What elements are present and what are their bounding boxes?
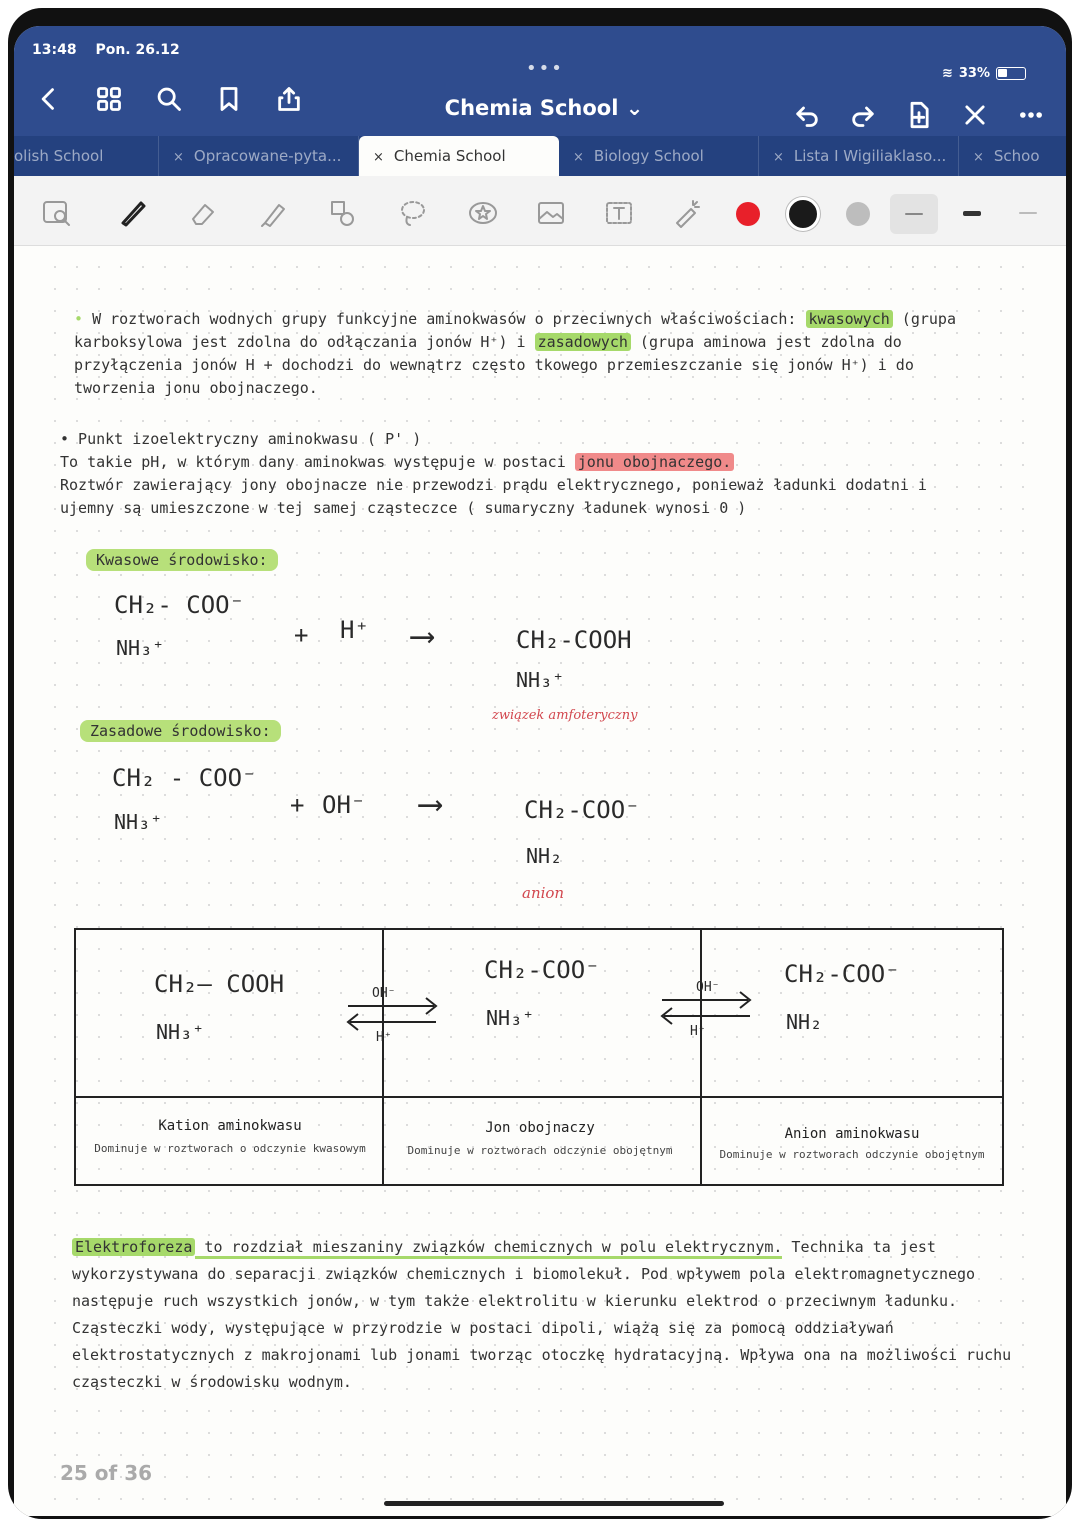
laser-pointer-icon[interactable]	[668, 194, 706, 232]
base-product-1: CH₂-COO⁻	[524, 796, 640, 824]
acid-product-1: CH₂-COOH	[516, 626, 632, 654]
battery-icon	[996, 67, 1026, 80]
eraser-icon[interactable]	[184, 194, 222, 232]
lasso-icon[interactable]	[394, 194, 432, 232]
status-time: 13:48	[32, 42, 77, 58]
right-icons	[790, 98, 1048, 132]
sticker-icon[interactable]	[464, 194, 502, 232]
acid-reactant-2: NH₃⁺	[116, 636, 165, 660]
status-date: Pon. 26.12	[95, 42, 180, 58]
back-icon[interactable]	[32, 82, 66, 116]
electrophoresis-definition: to rozdział mieszaniny związków chemicznych w polu elektrycznym.	[195, 1238, 782, 1259]
cation-formula-1: CH₂— COOH	[154, 970, 285, 998]
acid-ion: H⁺	[340, 616, 369, 644]
anion-formula-2: NH₂	[786, 1010, 823, 1034]
highlight-zasadowych: zasadowych	[535, 333, 631, 351]
highlighter-icon[interactable]	[254, 194, 292, 232]
color-black[interactable]	[786, 197, 820, 231]
zwitterion-formula-1: CH₂-COO⁻	[484, 956, 600, 984]
paragraph-isoelectric	[60, 428, 990, 520]
label-basic: Zasadowe środowisko:	[80, 720, 281, 742]
tab-close-icon[interactable]: ×	[373, 150, 384, 165]
note-page[interactable]	[44, 256, 1034, 1506]
base-reactant-1: CH₂ - COO⁻	[112, 764, 257, 792]
close-icon[interactable]	[958, 98, 992, 132]
table-divider	[76, 1096, 1002, 1098]
more-icon[interactable]	[1014, 98, 1048, 132]
zwitterion-formula-2: NH₃⁺	[486, 1006, 535, 1030]
p1-text-b: (grupa karboksylowa jest zdolna do odłączania jonów H⁺) i	[74, 310, 956, 351]
app-header	[14, 26, 1066, 136]
electrophoresis-rest: Technika ta jest wykorzystywana do separacji związków chemicznych i biomolekuł. Pod wpływem pola elektromagnetycznego następuje ruch wszystkich jonów, w tym także elektrolitu w kierunku elektrod o przeciwnym ładunku. Cząsteczki wody, występujące w przyrodzie w postaci dipoli, wiążą się za pomocą oddziaływań elektrostatycznych z makrojonami lub jonami tworząc otoczkę hydratacyjną. Wpływa ona na możliwości ruchu cząsteczki w środowisku wodnym.	[72, 1238, 1012, 1391]
isoelectric-heading: • Punkt izoelektryczny aminokwasu ( P' )	[60, 430, 422, 448]
isoelectric-line2: Roztwór zawierający jony obojnacze nie przewodzi prądu elektrycznego, ponieważ ładunki dodatni i ujemny są umieszczone w tej samej cząsteczce ( sumaryczny ładunek wynosi 0 )	[60, 476, 927, 517]
p1-text-a: W roztworach wodnych grupy funkcyjne aminokwasów o przeciwnych właściwościach:	[92, 310, 806, 328]
base-plus: +	[290, 791, 305, 819]
tab-label: Opracowane-pyta...	[193, 147, 342, 165]
page-indicator: 25 of 36	[60, 1461, 153, 1485]
document-title[interactable]: Chemia School ⌄	[444, 96, 644, 120]
highlight-jonu-obojnaczego: jonu obojnaczego.	[575, 453, 735, 471]
wifi-icon: ≋	[941, 66, 953, 81]
paragraph-amino-groups	[74, 308, 1004, 400]
color-gray[interactable]	[846, 202, 870, 226]
image-icon[interactable]	[532, 194, 570, 232]
acid-product-2: NH₃⁺	[516, 668, 565, 692]
battery-label: 33%	[958, 66, 990, 81]
status-bar	[32, 42, 194, 58]
zwitterion-sub: Dominuje w roztworach odczynie obojętnym	[407, 1144, 673, 1157]
equilibrium-arrows-icon	[656, 988, 756, 1028]
tab-opracowane[interactable]	[159, 136, 359, 176]
grid-icon[interactable]	[92, 82, 126, 116]
table-divider	[382, 930, 384, 1184]
tab-close-icon[interactable]: ×	[773, 150, 784, 165]
highlight-elektroforeza: Elektroforeza	[72, 1238, 195, 1256]
share-icon[interactable]	[272, 82, 306, 116]
tab-label: olish School	[14, 147, 104, 165]
add-page-icon[interactable]	[902, 98, 936, 132]
cation-formula-2: NH₃⁺	[156, 1020, 205, 1044]
tab-bar	[14, 136, 1066, 176]
tab-school[interactable]	[959, 136, 1066, 176]
p1-text-c: (grupa aminowa jest zdolna do przyłączenia jonów H + dochodzi do wewnątrz często tkowego przemieszczanie się jonów H⁺) i do tworzenia jonu obojnaczego.	[74, 333, 914, 397]
anion-sub: Dominuje w roztworach odczynie obojętnym	[719, 1148, 985, 1161]
label-acidic: Kwasowe środowisko:	[86, 549, 278, 571]
anion-title: Anion aminokwasu	[784, 1126, 920, 1142]
base-product-2: NH₂	[526, 844, 563, 868]
eq2-bottom: H⁺	[690, 1024, 706, 1039]
status-right	[942, 66, 1026, 81]
tab-label: Lista I Wigiliaklaso...	[793, 147, 947, 165]
tab-chemia-school[interactable]	[359, 136, 559, 176]
tab-lista[interactable]	[759, 136, 959, 176]
tab-close-icon[interactable]: ×	[973, 150, 984, 165]
highlight-kwasowych: kwasowych	[806, 310, 893, 328]
base-reactant-2: NH₃⁺	[114, 810, 163, 834]
acid-reactant-1: CH₂- COO⁻	[114, 591, 245, 619]
anion-formula-1: CH₂-COO⁻	[784, 960, 900, 988]
stroke-light[interactable]	[1004, 206, 1052, 220]
stroke-thin[interactable]	[890, 194, 938, 234]
eq2-top: OH⁻	[696, 980, 720, 995]
zoom-window-icon[interactable]	[38, 194, 76, 232]
redo-icon[interactable]	[846, 98, 880, 132]
equilibrium-arrows-icon	[342, 994, 442, 1034]
text-tool-icon[interactable]	[600, 194, 638, 232]
screen	[14, 26, 1066, 1516]
home-indicator[interactable]	[384, 1501, 724, 1506]
zwitterion-title: Jon obojnaczy	[485, 1120, 595, 1136]
search-icon[interactable]	[152, 82, 186, 116]
tab-label: Biology School	[593, 147, 704, 165]
tab-label: Chemia School	[393, 147, 506, 165]
tablet-frame	[8, 8, 1072, 1519]
color-red[interactable]	[736, 202, 760, 226]
bookmark-icon[interactable]	[212, 82, 246, 116]
eq1-top: OH⁻	[372, 986, 396, 1001]
acid-arrow: ⟶	[412, 616, 433, 656]
isoelectric-line1: To takie pH, w którym dany aminokwas występuje w postaci	[60, 453, 575, 471]
cation-sub: Dominuje w roztworach o odczynie kwasowym	[94, 1142, 366, 1155]
base-arrow: ⟶	[420, 784, 441, 824]
tab-label: Schoo	[993, 147, 1040, 165]
multitask-dots-icon[interactable]: •••	[526, 58, 564, 79]
acid-note: związek amfoteryczny	[492, 708, 638, 723]
tab-biology-school[interactable]	[559, 136, 759, 176]
eq1-bottom: H⁺	[376, 1030, 392, 1045]
acid-plus: +	[294, 621, 309, 649]
tab-polish-school[interactable]	[14, 136, 159, 176]
cation-title: Kation aminokwasu	[158, 1118, 302, 1134]
shapes-icon[interactable]	[324, 194, 362, 232]
table-divider	[700, 930, 702, 1184]
nav-icons	[32, 82, 306, 116]
pen-icon[interactable]	[114, 194, 152, 232]
tab-close-icon[interactable]: ×	[173, 150, 184, 165]
stroke-medium[interactable]	[948, 206, 996, 220]
tab-close-icon[interactable]: ×	[573, 150, 584, 165]
base-ion: OH⁻	[322, 791, 366, 819]
paragraph-electrophoresis	[72, 1234, 1012, 1396]
bullet-icon: •	[74, 310, 84, 328]
base-note: anion	[522, 884, 565, 902]
drawing-toolbar	[14, 176, 1066, 246]
equilibrium-table	[74, 928, 1004, 1186]
undo-icon[interactable]	[790, 98, 824, 132]
